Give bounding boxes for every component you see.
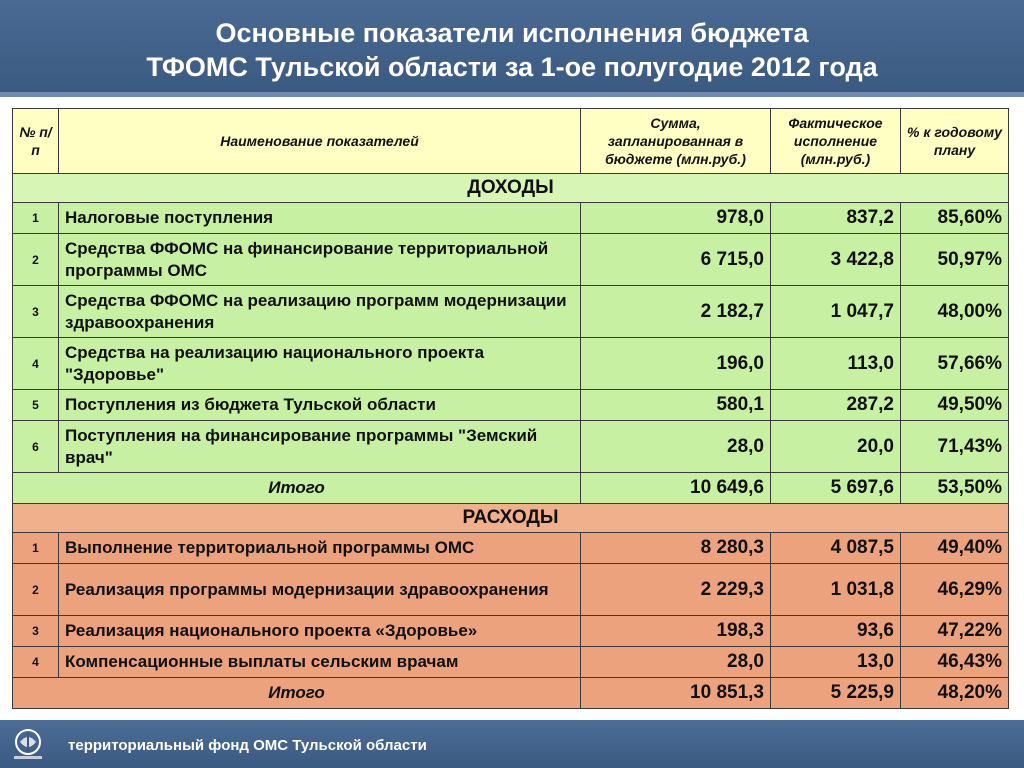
row-percent: 57,66%: [901, 338, 1009, 390]
row-percent: 46,29%: [901, 564, 1009, 616]
row-planned: 196,0: [581, 338, 771, 390]
table-row: [13, 390, 1009, 421]
row-num: 5: [13, 390, 59, 421]
row-num: 1: [13, 203, 59, 234]
title-banner: [0, 0, 1024, 92]
row-name: Поступления из бюджета Тульской области: [59, 390, 581, 421]
row-planned: 2 229,3: [581, 564, 771, 616]
row-num: 3: [13, 286, 59, 338]
row-planned: 8 280,3: [581, 533, 771, 564]
row-percent: 50,97%: [901, 234, 1009, 286]
row-planned: 28,0: [581, 421, 771, 473]
row-actual: 837,2: [771, 203, 901, 234]
row-num: 4: [13, 338, 59, 390]
header-divider: [0, 92, 1024, 97]
row-percent: 49,50%: [901, 390, 1009, 421]
income-section-row: [13, 174, 1009, 203]
income-total-actual: 5 697,6: [771, 473, 901, 504]
footer-text: территориальный фонд ОМС Тульской области: [68, 737, 427, 754]
expenses-section-title: РАСХОДЫ: [13, 504, 1009, 533]
table-row: [13, 616, 1009, 647]
row-name: Поступления на финансирование программы "Земский врач": [59, 421, 581, 473]
table-row: [13, 286, 1009, 338]
row-num: 3: [13, 616, 59, 647]
row-num: 2: [13, 564, 59, 616]
row-planned: 6 715,0: [581, 234, 771, 286]
row-actual: 93,6: [771, 616, 901, 647]
row-planned: 28,0: [581, 647, 771, 678]
table-row: [13, 338, 1009, 390]
header-percent: % к годовому плану: [901, 109, 1009, 174]
row-percent: 48,00%: [901, 286, 1009, 338]
row-actual: 13,0: [771, 647, 901, 678]
row-actual: 1 031,8: [771, 564, 901, 616]
row-num: 1: [13, 533, 59, 564]
table-row: [13, 533, 1009, 564]
table-row: [13, 203, 1009, 234]
row-actual: 287,2: [771, 390, 901, 421]
footer-bar: [0, 720, 1024, 768]
row-actual: 113,0: [771, 338, 901, 390]
row-num: 2: [13, 234, 59, 286]
row-name: Реализация национального проекта «Здоровье»: [59, 616, 581, 647]
income-total-label: Итого: [13, 473, 581, 504]
row-num: 6: [13, 421, 59, 473]
income-total-percent: 53,50%: [901, 473, 1009, 504]
row-name: Реализация программы модернизации здравоохранения: [59, 564, 581, 616]
row-actual: 4 087,5: [771, 533, 901, 564]
table-header-row: [13, 109, 1009, 174]
row-num: 4: [13, 647, 59, 678]
expenses-total-planned: 10 851,3: [581, 678, 771, 709]
row-planned: 978,0: [581, 203, 771, 234]
row-percent: 85,60%: [901, 203, 1009, 234]
header-actual: Фактическое исполнение (млн.руб.): [771, 109, 901, 174]
table-row: [13, 564, 1009, 616]
page-title-line2: ТФОМС Тульской области за 1-ое полугодие 2012 года: [146, 52, 878, 82]
income-total-row: [13, 473, 1009, 504]
row-percent: 49,40%: [901, 533, 1009, 564]
expenses-total-percent: 48,20%: [901, 678, 1009, 709]
row-percent: 71,43%: [901, 421, 1009, 473]
table-row: [13, 421, 1009, 473]
expenses-total-label: Итого: [13, 678, 581, 709]
row-actual: 1 047,7: [771, 286, 901, 338]
row-name: Средства ФФОМС на реализацию программ модернизации здравоохранения: [59, 286, 581, 338]
table-row: [13, 234, 1009, 286]
row-planned: 580,1: [581, 390, 771, 421]
row-planned: 198,3: [581, 616, 771, 647]
budget-table: [12, 108, 1009, 709]
expenses-total-actual: 5 225,9: [771, 678, 901, 709]
row-name: Налоговые поступления: [59, 203, 581, 234]
expenses-section-row: [13, 504, 1009, 533]
row-name: Средства ФФОМС на финансирование территориальной программы ОМС: [59, 234, 581, 286]
tfoms-logo-icon: [8, 726, 48, 762]
row-name: Средства на реализацию национального проекта "Здоровье": [59, 338, 581, 390]
row-actual: 20,0: [771, 421, 901, 473]
page-title-line1: Основные показатели исполнения бюджета: [215, 18, 809, 48]
row-planned: 2 182,7: [581, 286, 771, 338]
income-total-planned: 10 649,6: [581, 473, 771, 504]
header-num: № п/п: [13, 109, 59, 174]
row-percent: 46,43%: [901, 647, 1009, 678]
header-name: Наименование показателей: [59, 109, 581, 174]
row-name: Выполнение территориальной программы ОМС: [59, 533, 581, 564]
table-row: [13, 647, 1009, 678]
income-section-title: ДОХОДЫ: [13, 174, 1009, 203]
header-planned: Сумма, запланированная в бюджете (млн.руб.): [581, 109, 771, 174]
row-name: Компенсационные выплаты сельским врачам: [59, 647, 581, 678]
row-actual: 3 422,8: [771, 234, 901, 286]
row-percent: 47,22%: [901, 616, 1009, 647]
expenses-total-row: [13, 678, 1009, 709]
